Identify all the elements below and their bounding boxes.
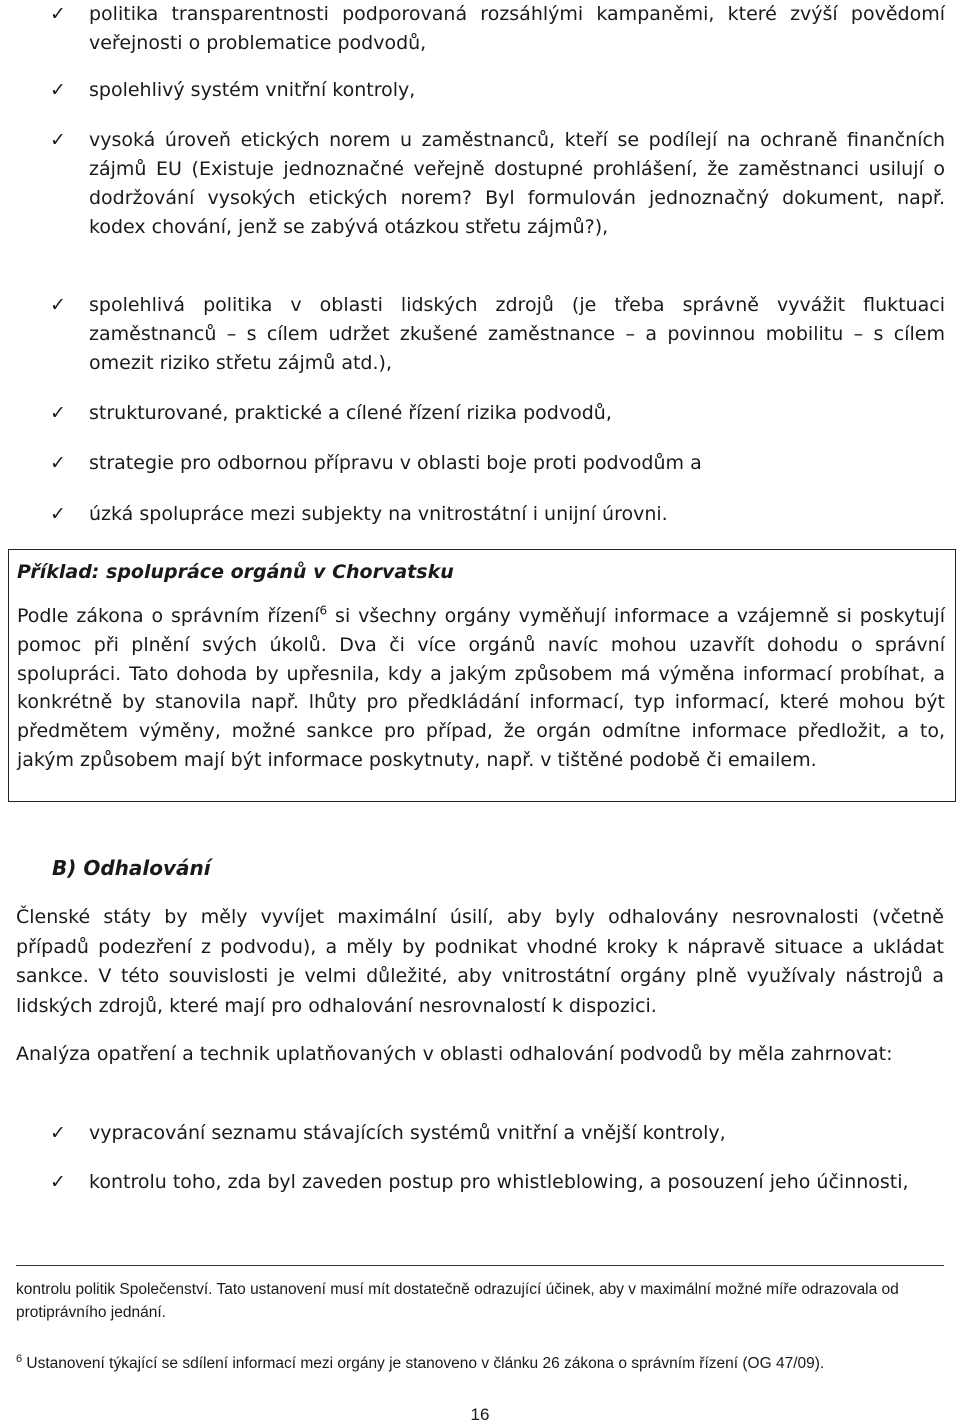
- checkmark-icon: ✓: [50, 1122, 66, 1144]
- example-body: [17, 602, 945, 775]
- footnote-number: 6: [16, 1352, 23, 1365]
- footnote-reference[interactable]: 6: [319, 603, 328, 618]
- list-item-text: strategie pro odbornou přípravu v oblasti boje proti podvodům a: [89, 452, 702, 474]
- checkmark-icon: ✓: [50, 3, 66, 25]
- checkmark-icon: ✓: [50, 1171, 66, 1193]
- paragraph: Členské státy by měly vyvíjet maximální úsilí, aby byly odhalovány nesrovnalosti (včetně případů podezření z podvodu), a měly by podnikat vhodné kroky k nápravě situace a ukládat sankce. V této souvislosti je velmi důležité, aby vnitrostátní orgány plně využívaly nástrojů a lidských zdrojů, které mají pro odhalování nesrovnalostí k dispozici.: [16, 906, 944, 1017]
- checkmark-icon: ✓: [50, 452, 66, 474]
- section-heading: B) Odhalování: [52, 856, 211, 880]
- checkmark-icon: ✓: [50, 294, 66, 316]
- list-item-text: politika transparentnosti podporovaná rozsáhlými kampaněmi, které zvýší povědomí veřejnosti o problematice podvodů,: [89, 3, 945, 54]
- list-item-text: strukturované, praktické a cílené řízení rizika podvodů,: [89, 402, 612, 424]
- example-title: Příklad: spolupráce orgánů v Chorvatsku: [17, 561, 454, 583]
- list-item-text: vypracování seznamu stávajících systémů vnitřní a vnější kontroly,: [89, 1122, 726, 1144]
- footnote-text: Ustanovení týkající se sdílení informací mezi orgány je stanoveno v článku 26 zákona o správním řízení (OG 47/09).: [22, 1355, 825, 1372]
- checkmark-icon: ✓: [50, 503, 66, 525]
- list-item-text: kontrolu toho, zda byl zaveden postup pro whistleblowing, a posouzení jeho účinnosti,: [89, 1171, 909, 1193]
- list-item-text: spolehlivý systém vnitřní kontroly,: [89, 79, 416, 101]
- example-body-rest: si všechny orgány vyměňují informace a vzájemně si poskytují pomoc při plnění svých úkolů. Dva či více orgánů navíc mohou uzavřít dohodu o správní spolupráci. Tato dohoda by upřesnila, kdy a jakým způsobem má výměna informací probíhat, a konkrétně by stanovila např. lhůty pro předkládání informací, typ informací, které mohou být předmětem výměny, možné sankce pro případ, že orgán odmítne informace předložit, a to, jakým způsobem mají být informace poskytnuty, např. v tištěné podobě či emailem.: [17, 605, 945, 771]
- example-body-start: Podle zákona o správním řízení: [17, 605, 320, 627]
- list-item-text: úzká spolupráce mezi subjekty na vnitrostátní i unijní úrovni.: [89, 503, 668, 525]
- checkmark-icon: ✓: [50, 129, 66, 151]
- list-item-text: vysoká úroveň etických norem u zaměstnanců, kteří se podílejí na ochraně finančních zájmů EU (Existuje jednoznačné veřejně dostupné prohlášení, že zaměstnanci usilují o dodržování vysokých etických norem? Byl formulován jednoznačný dokument, např. kodex chování, jenž se zabývá otázkou střetu zájmů?),: [89, 129, 945, 238]
- list-item-text: spolehlivá politika v oblasti lidských zdrojů (je třeba správně vyvážit fluktuaci zaměstnanců – s cílem udržet zkušené zaměstnance – a povinnou mobilitu – s cílem omezit riziko střetu zájmů atd.),: [89, 294, 945, 374]
- checkmark-icon: ✓: [50, 402, 66, 424]
- page-number: 16: [470, 1405, 490, 1424]
- footnote-6: [16, 1352, 944, 1375]
- footnote-continued: kontrolu politik Společenství. Tato ustanovení musí mít dostatečně odrazující účinek, aby v maximální možné míře odrazovala od protiprávního jednání.: [16, 1281, 899, 1321]
- paragraph: Analýza opatření a technik uplatňovaných v oblasti odhalování podvodů by měla zahrnovat:: [16, 1043, 893, 1065]
- footnote-separator: [16, 1265, 944, 1266]
- example-box: [8, 549, 956, 802]
- checkmark-icon: ✓: [50, 79, 66, 101]
